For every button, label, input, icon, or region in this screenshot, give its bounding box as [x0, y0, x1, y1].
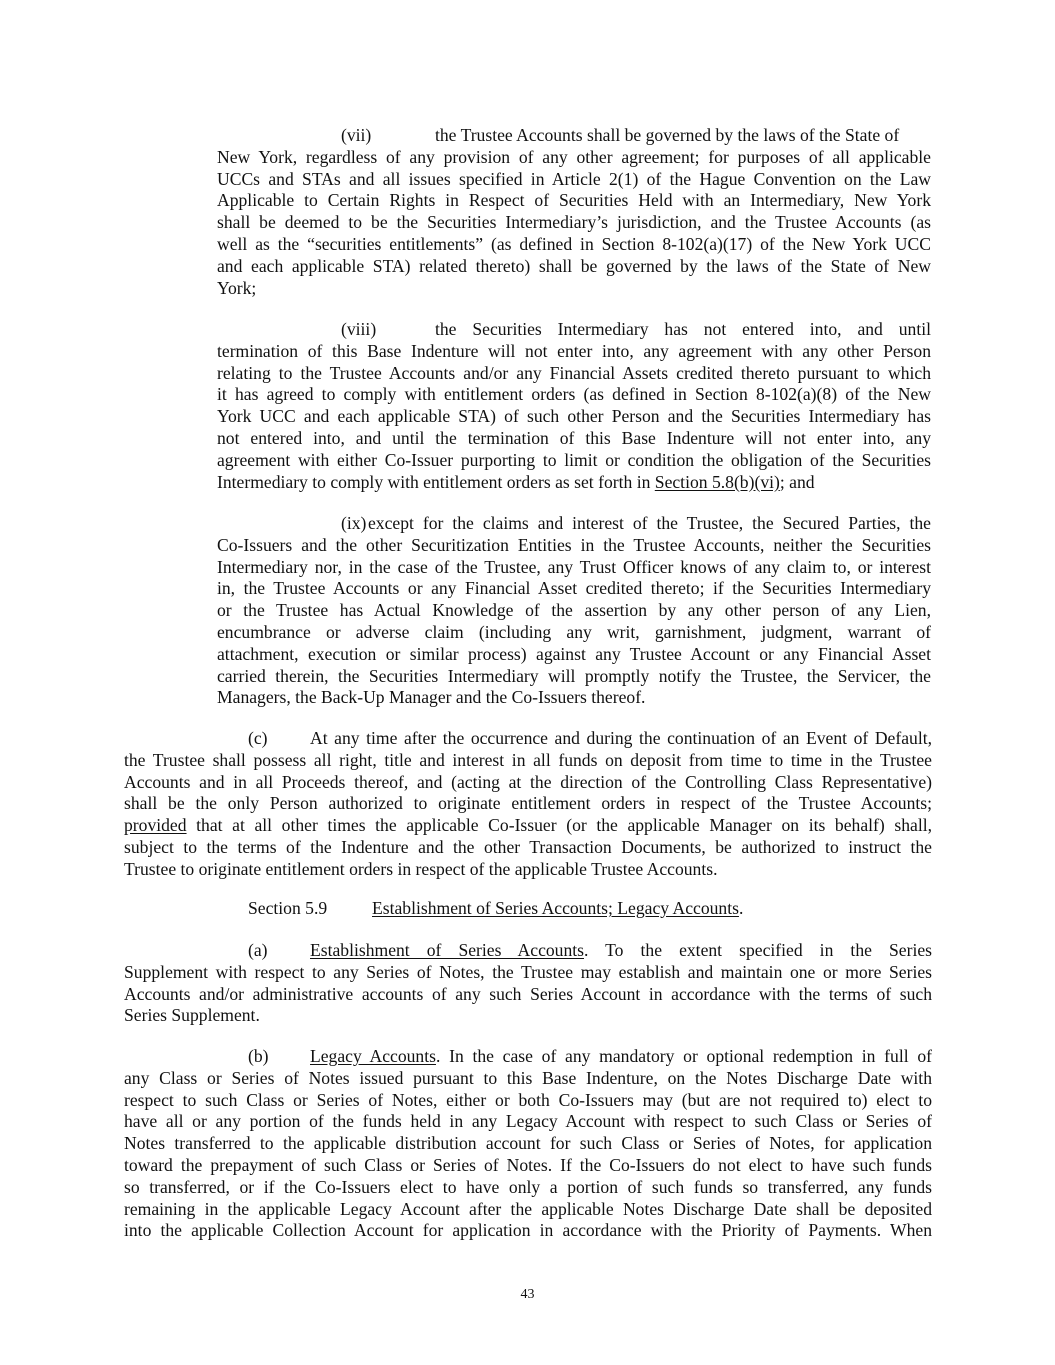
clause-line: relating to the Trustee Accounts and/or any Financial Assets credited thereto pursuant to which — [217, 362, 931, 383]
paragraph-line: have all or any portion of the funds held in any Legacy Account with respect to such Class or Series of — [124, 1111, 932, 1132]
clause-vii-first-line — [217, 125, 931, 147]
paragraph-b-first-line — [124, 1046, 932, 1068]
clause-line: in, the Trustee Accounts or any Financial Asset credited thereto; if the Securities Intermediary — [217, 578, 931, 599]
paragraph-title: Legacy Accounts — [310, 1046, 436, 1066]
paragraph-line: Accounts and/or administrative accounts of any such Series Account in accordance with the terms of such — [124, 983, 932, 1004]
paragraph-a-first-line — [124, 940, 932, 962]
clause-line: attachment, execution or similar process) against any Trustee Account or any Financial Asset — [217, 643, 931, 664]
paragraph-c — [124, 728, 932, 881]
clause-line: not entered into, and until the termination of this Base Indenture will not enter into, any — [217, 427, 931, 448]
paragraph-marker: (a) — [248, 940, 268, 960]
clause-line: agreement with either Co-Issuer purporting to limit or condition the obligation of the Securities — [217, 449, 931, 470]
clause-line-with-reference — [217, 472, 931, 494]
section-title: Establishment of Series Accounts; Legacy Accounts — [372, 898, 739, 918]
clause-line: York; — [217, 277, 257, 298]
paragraph-line: Supplement with respect to any Series of Notes, the Trustee may establish and maintain one or more Series — [124, 961, 932, 982]
clause-line: New York, regardless of any provision of any other agreement; for purposes of all applicable — [217, 146, 931, 167]
clause-line: Managers, the Back-Up Manager and the Co-Issuers thereof. — [217, 687, 646, 708]
section-title-period: . — [738, 898, 744, 918]
clause-line: termination of this Base Indenture will not enter into, any agreement with any other Person — [217, 340, 931, 361]
clause-viii — [217, 319, 931, 493]
clause-text: the Trustee Accounts shall be governed by the laws of the State of — [435, 125, 900, 145]
section-reference: Section 5.8(b)(vi) — [654, 471, 780, 492]
paragraph-line: into the applicable Collection Account for application in accordance with the Priority of Payments. When — [124, 1220, 932, 1241]
paragraph-line: Series Supplement. — [124, 1005, 260, 1026]
clause-marker: (ix) — [341, 513, 367, 533]
paragraph-line: subject to the terms of the Indenture and the other Transaction Documents, be authorized to instruct the — [124, 836, 932, 857]
paragraph-line: Accounts and in all Proceeds thereof, and (acting at the direction of the Controlling Class Representative) — [124, 771, 932, 792]
clause-line: shall be deemed to be the Securities Intermediary’s jurisdiction, and the Trustee Accounts (as — [217, 212, 931, 233]
clause-marker: (viii) — [341, 319, 377, 339]
clause-line: and each applicable STA) related thereto) shall be governed by the laws of the State of New — [217, 255, 931, 276]
paragraph-text: . To the extent specified in the Series — [584, 940, 932, 960]
paragraph-c-first-line — [124, 728, 932, 750]
paragraph-line: Notes transferred to the applicable distribution account for such Class or Series of Notes, for application — [124, 1133, 932, 1154]
clause-line: Applicable to Certain Rights in Respect of Securities Held with an Intermediary, New York — [217, 190, 931, 211]
paragraph-line: Trustee to originate entitlement orders in respect of the applicable Trustee Accounts. — [124, 858, 718, 879]
clause-vii — [217, 125, 931, 299]
paragraph-b — [124, 1046, 932, 1242]
paragraph-line: shall be the only Person authorized to originate entitlement orders in respect of the Trustee Accounts; — [124, 793, 932, 814]
paragraph-line: respect to such Class or Series of Notes, either or both Co-Issuers may (but are not required to) elect to — [124, 1089, 932, 1110]
paragraph-line: so transferred, or if the Co-Issuers elect to have only a portion of such funds so transferred, any funds — [124, 1176, 932, 1197]
clause-line: Co-Issuers and the other Securitization Entities in the Trustee Accounts, neither the Securities — [217, 534, 931, 555]
paragraph-line-proviso — [124, 815, 932, 837]
proviso-word: provided — [124, 815, 187, 836]
paragraph-text: At any time after the occurrence and during the continuation of an Event of Default, — [310, 728, 932, 748]
clause-ix-first-line — [217, 513, 931, 535]
clause-text: ; and — [779, 471, 815, 492]
clause-line: UCCs and STAs and all issues specified in Article 2(1) of the Hague Convention on the Law — [217, 168, 931, 189]
section-number: Section 5.9 — [248, 898, 328, 918]
clause-line: encumbrance or adverse claim (including any writ, garnishment, judgment, warrant of — [217, 621, 931, 642]
paragraph-a — [124, 940, 932, 1027]
paragraph-line: toward the prepayment of such Class or Series of Notes. If the Co-Issuers do not elect to have such funds — [124, 1154, 932, 1175]
clause-line: York UCC and each applicable STA) of such other Person and the Securities Intermediary has — [217, 406, 931, 427]
clause-line: well as the “securities entitlements” (as defined in Section 8-102(a)(17) of the New York UCC — [217, 233, 931, 254]
paragraph-marker: (c) — [248, 728, 268, 748]
page-number: 43 — [520, 1287, 535, 1302]
clause-line: Intermediary nor, in the case of the Trustee, any Trust Officer knows of any claim to, or interest — [217, 556, 931, 577]
clause-text: Intermediary to comply with entitlement orders as set forth in — [217, 471, 651, 492]
paragraph-line: remaining in the applicable Legacy Account after the applicable Notes Discharge Date shall be deposited — [124, 1198, 932, 1219]
paragraph-line: any Class or Series of Notes issued pursuant to this Base Indenture, on the Notes Discharge Date with — [124, 1067, 932, 1088]
clause-line: it has agreed to comply with entitlement orders (as defined in Section 8-102(a)(8) of the New — [217, 384, 931, 405]
paragraph-text: . In the case of any mandatory or optional redemption in full of — [435, 1046, 932, 1066]
section-heading — [248, 898, 743, 920]
clause-marker: (vii) — [341, 125, 372, 145]
clause-text: the Securities Intermediary has not entered into, and until — [435, 319, 931, 339]
clause-line: carried therein, the Securities Intermediary will promptly notify the Trustee, the Servicer, the — [217, 665, 931, 686]
paragraph-text: that at all other times the applicable Co-Issuer (or the applicable Manager on its behalf) shall, — [196, 815, 932, 836]
paragraph-marker: (b) — [248, 1046, 269, 1066]
paragraph-line: the Trustee shall possess all right, title and interest in all funds on deposit from time to time in the Trustee — [124, 749, 932, 770]
paragraph-title: Establishment of Series Accounts — [310, 940, 584, 960]
clause-viii-first-line — [217, 319, 931, 341]
clause-ix — [217, 513, 931, 709]
clause-text: except for the claims and interest of the Trustee, the Secured Parties, the — [368, 513, 931, 533]
clause-line: or the Trustee has Actual Knowledge of the assertion by any other person of any Lien, — [217, 600, 931, 621]
